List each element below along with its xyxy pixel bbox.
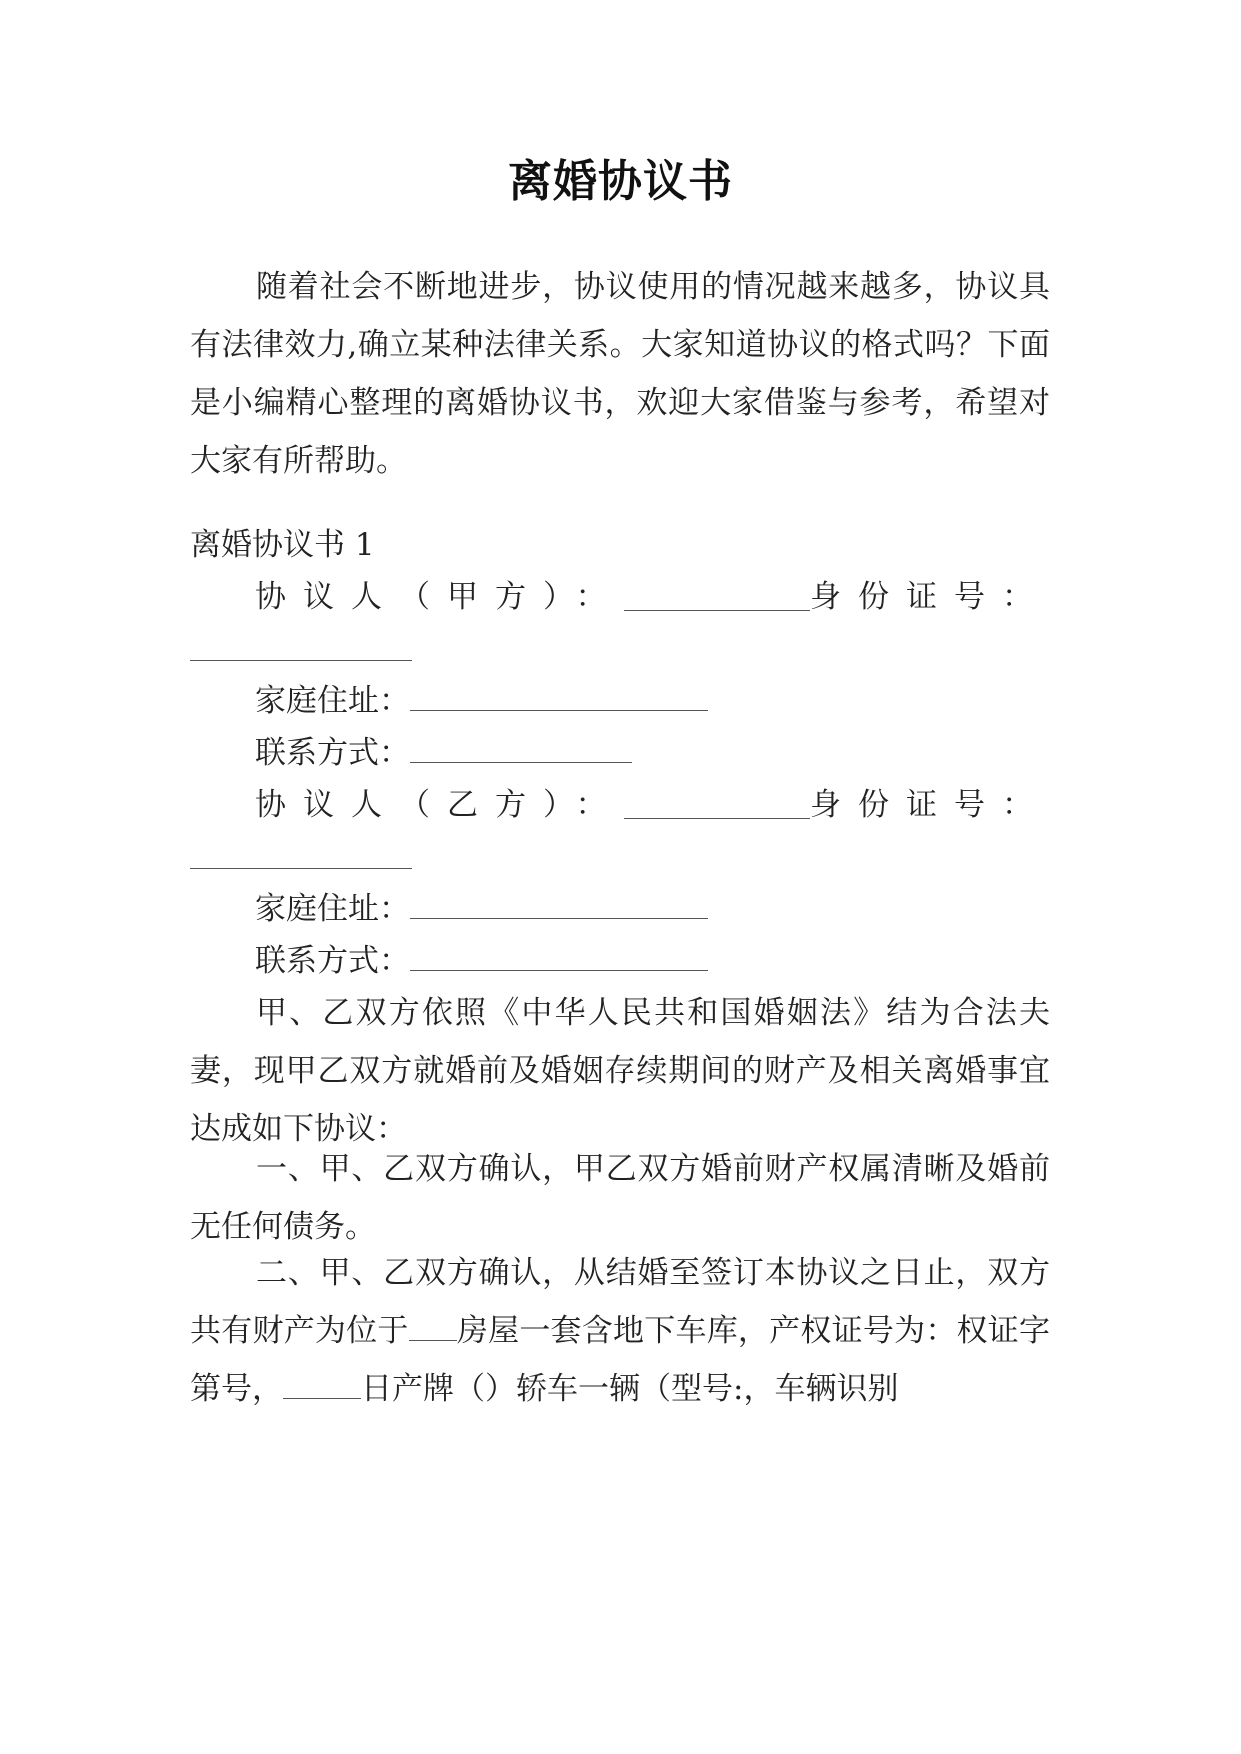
party-b-name-blank[interactable] xyxy=(624,792,811,819)
party-b-contact-label: 联系方式： xyxy=(255,943,410,979)
party-b-address-label: 家庭住址： xyxy=(255,891,410,927)
intro-paragraph: 随着社会不断地进步，协议使用的情况越来越多，协议具有法律效力,确立某种法律关系。大家知道协议的格式吗？下面是小编精心整理的离婚协议书，欢迎大家借鉴与参考，希望对大家有所帮助。 xyxy=(190,269,1050,479)
document-title: 离婚协议书 xyxy=(508,156,733,207)
clause-2-car-date-blank[interactable] xyxy=(283,1372,361,1399)
clause-2-part2: 房屋一套含地下车库，产权证号为：权证字第号， xyxy=(190,1313,1051,1407)
clause-1: 一、甲、乙双方确认，甲乙双方婚前财产权属清晰及婚前无任何债务。 xyxy=(190,1151,1050,1245)
party-a-address-row xyxy=(255,672,708,730)
party-a-contact-label: 联系方式： xyxy=(255,735,410,771)
party-a-address-label: 家庭住址： xyxy=(255,683,410,719)
section-heading: 离婚协议书 1 xyxy=(190,527,375,563)
party-a-row xyxy=(255,568,1050,626)
paragraph-1: 甲、乙双方依照《中华人民共和国婚姻法》结为合法夫妻，现甲乙双方就婚前及婚姻存续期间的财产及相关离婚事宜达成如下协议： xyxy=(190,995,1050,1147)
party-a-name-blank[interactable] xyxy=(624,584,811,611)
party-a-label: 协议人（甲方）： xyxy=(255,579,624,615)
party-b-address-row xyxy=(255,880,708,938)
party-b-contact-blank[interactable] xyxy=(410,944,708,971)
party-b-id-blank[interactable] xyxy=(190,866,412,869)
party-a-id-blank[interactable] xyxy=(190,658,412,661)
clause-2-location-blank[interactable] xyxy=(409,1314,457,1341)
clause-2-part1: 二、甲、乙双方确认，从结婚至签订本协议之日止，双方共有财产为位于 xyxy=(190,1255,1050,1349)
clause-2-part3: 日产牌（）轿车一辆（型号:，车辆识别 xyxy=(361,1371,899,1407)
party-b-label: 协议人（乙方）： xyxy=(255,787,624,823)
party-a-contact-blank[interactable] xyxy=(410,736,632,763)
clause-2 xyxy=(190,1244,1050,1418)
party-a-address-blank[interactable] xyxy=(410,684,708,711)
party-b-id-label: 身份证号： xyxy=(810,787,1050,823)
party-b-row xyxy=(255,776,1050,834)
party-a-id-label: 身份证号： xyxy=(810,579,1050,615)
party-b-contact-row xyxy=(255,932,708,990)
party-a-contact-row xyxy=(255,724,632,782)
party-b-address-blank[interactable] xyxy=(410,892,708,919)
